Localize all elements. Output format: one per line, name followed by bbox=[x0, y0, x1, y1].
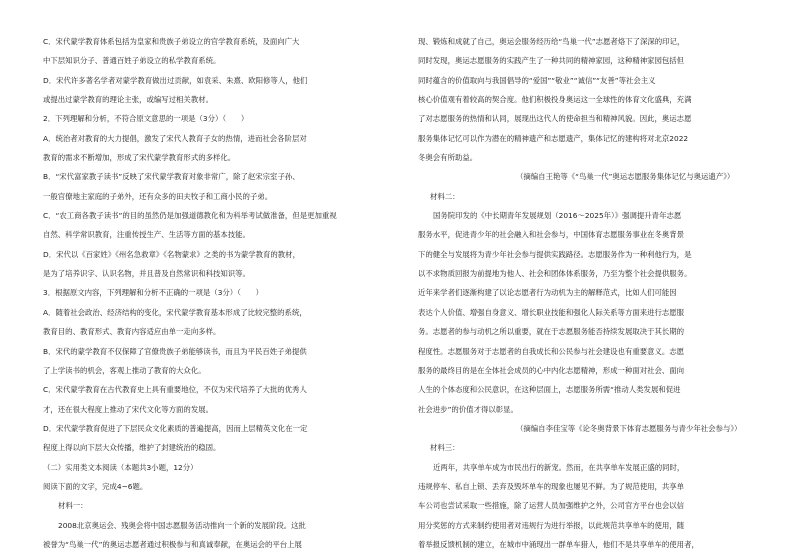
left-column-line: 教育目的、教育形式、教育内容适应由单一走向多样。 bbox=[43, 327, 221, 337]
left-column-line: D．宋代以《百家姓》《州名急救章》《名物蒙求》之类的书为蒙学教育的教材， bbox=[43, 249, 300, 259]
left-column-line: （二）实用类文本阅读（本题共3小题，12分） bbox=[43, 462, 198, 472]
right-column-line: （摘编自李佳宝等《论冬奥背景下体育志愿服务与青少年社会参与》） bbox=[516, 423, 742, 433]
left-column-line: 或提出过蒙学教育的理论主张，或编写过相关教材。 bbox=[43, 95, 213, 105]
left-column-line: D．宋代许多著名学者对蒙学教育做出过贡献，如袁采、朱熹、欧阳修等人，他们 bbox=[43, 75, 308, 85]
right-column-line: 现、锻炼和成就了自己，奥运会服务经历给“鸟巢一代”志愿者烙下了深深的印记， bbox=[418, 37, 685, 46]
left-column-line: A．统治者对教育的大力提倡，激发了宋代人教育子女的热情，进而社会各阶层对 bbox=[43, 133, 307, 143]
right-column bbox=[418, 32, 758, 554]
right-column-line: （摘编自王艳等《“鸟巢一代”奥运志愿服务集体记忆与奥运遗产》） bbox=[516, 172, 735, 182]
right-column-line: 服务水平，促进青少年的社会融入和社会参与，中国体育志愿服务事业在冬奥背景 bbox=[418, 230, 685, 240]
left-column-line: 2008北京奥运会、残奥会将中国志愿服务活动推向一个新的发展阶段。这批 bbox=[58, 520, 306, 530]
right-column-line: 材料二： bbox=[430, 191, 460, 201]
right-column-line: 核心价值观有着较高的契合度。他们积极投身奥运这一全球性的体育文化盛典，充满 bbox=[418, 95, 692, 105]
right-column-line: 同时发现，奥运志愿服务的实践产生了一种共同的精神家园，这种精神家园包括但 bbox=[418, 56, 685, 66]
left-column-line: C．宋代蒙学教育体系包括为皇家和贵族子弟设立的官学教育系统，及面向广大 bbox=[43, 37, 300, 46]
left-column-line: 自然、科学常识教育，注重传授生产、生活等方面的基本技能。 bbox=[43, 230, 250, 240]
right-column-line: 车公司也尝试采取一些措施，除了运营人员加强维护之外，公司官方平台也会以信 bbox=[418, 501, 685, 511]
left-column-line: 教育的需求不断增加，形成了宋代蒙学教育形式的多样化。 bbox=[43, 153, 236, 163]
right-column-line: 务。志愿者的参与动机之所以重要，就在于志愿服务能否持续发展取决于其长期的 bbox=[418, 327, 685, 337]
right-column-line: 用分奖惩的方式来制约使用者对违规行为进行举报，以此规范共享单车的使用，随 bbox=[418, 520, 685, 530]
left-column-line: 材料一： bbox=[58, 501, 88, 511]
left-column-line: B．“宋代富家教子读书”反映了宋代蒙学教育对象非常广，除了赵宋宗室子孙、 bbox=[43, 172, 300, 182]
left-column-line: 被誉为“鸟巢一代”的奥运志愿者通过积极参与和真诚奉献，在奥运会的平台上展 bbox=[43, 539, 302, 549]
right-column-line: 下的健全与发展将为青少年社会参与提供实践路径。志愿服务作为一种利他行为，是 bbox=[418, 249, 692, 259]
right-column-line: 以不求物质回报为前提地为他人、社会和团体体系服务，乃至为整个社会提供服务。 bbox=[418, 269, 692, 279]
right-column-line: 同时蕴含的价值取向与我国倡导的“爱国”“敬业”“诚信”“友善”等社会主义 bbox=[418, 75, 656, 85]
right-column-line: 着举报反馈机制的建立，在城市中涌现出一群单车猎人，他们不是共享单车的使用者， bbox=[418, 539, 699, 549]
left-column-line: C．“农工商各教子读书”的目的虽然仍是加强道德教化和为科举考试做准备，但是更加重视 bbox=[43, 211, 337, 221]
left-column-line: A．随着社会政治、经济结构的变化，宋代蒙学教育基本形成了比较完整的系统， bbox=[43, 307, 307, 317]
right-column-line: 国务院印发的《中长期青年发展规划（2016～2025年）》强调提升青年志愿 bbox=[433, 211, 682, 221]
right-column-line: 服务的最终目的是在全体社会成员的心中内化志愿精神，形成一种面对社会、面向 bbox=[418, 365, 685, 375]
right-column-line: 社会进步”的价值才得以彰显。 bbox=[418, 404, 518, 414]
left-column-line: 才，还在很大程度上推动了宋代文化等方面的发展。 bbox=[43, 404, 213, 414]
left-column-line: 了上学读书的机会，客观上推动了教育的大众化。 bbox=[43, 365, 206, 375]
left-column-line: D．宋代蒙学教育促进了下层民众文化素质的普遍提高，因而上层精英文化在一定 bbox=[43, 423, 308, 433]
left-column-line: 一般官僚地主家庭的子弟外，还有众多的田夫牧子和工商小民的子弟。 bbox=[43, 191, 273, 201]
right-column-line: 表达个人价值、增强自身意义、增长职业技能和强化人际关系等方面来进行志愿服 bbox=[418, 307, 685, 317]
right-column-line: 人生的个体态度和公民意识，在这种层面上，志愿服务所需“推动人类发展和促进 bbox=[418, 385, 681, 395]
right-column-line: 近年来学者们逐渐构建了以论志愿者行为动机为主的解释范式，比如人们可能因 bbox=[418, 288, 677, 298]
right-column-line: 服务集体记忆可以作为潜在的精神遗产和志愿遗产，集体记忆的建构将对北京2022 bbox=[418, 133, 689, 143]
left-column-line: C．宋代蒙学教育在古代教育史上具有重要地位，不仅为宋代培养了大批的优秀人 bbox=[43, 385, 307, 395]
left-column-line: 程度上得以向下层大众传播，维护了封建统治的稳固。 bbox=[43, 443, 221, 453]
left-column bbox=[43, 32, 383, 554]
right-column-line: 违规停车、私自上锁、丢弃及毁坏单车的现象也屡见不鲜。为了规范使用，共享单 bbox=[418, 481, 685, 491]
right-column-line: 材料三： bbox=[430, 443, 460, 453]
left-column-line: 2．下列理解和分析，不符合原文意思的一项是（3分）（ ） bbox=[43, 114, 249, 124]
right-column-line: 近两年，共享单车成为市民出行的新宠。然而，在共享单车发展正盛的同时， bbox=[433, 462, 685, 472]
right-column-line: 程度性。志愿服务对于志愿者的自我成长和公民参与社会建设也有重要意义。志愿 bbox=[418, 346, 685, 356]
right-column-line: 了对志愿服务的热情和认同，展现出这代人的使命担当和精神风貌。因此，奥运志愿 bbox=[418, 114, 692, 124]
left-column-line: B．宋代的蒙学教育不仅保障了官僚贵族子弟能够读书，而且为平民百姓子弟提供 bbox=[43, 346, 307, 356]
left-column-line: 中下层知识分子、普通百姓子弟设立的私学教育系统。 bbox=[43, 56, 221, 66]
left-column-line: 是为了培养识字、认识名物，并且普及自然常识和科技知识等。 bbox=[43, 269, 250, 279]
left-column-line: 阅读下面的文字，完成4~6题。 bbox=[43, 481, 148, 491]
left-column-line: 3．根据原文内容，下列理解和分析不正确的一项是（3分）（ ） bbox=[43, 288, 264, 298]
right-column-line: 冬奥会有所助益。 bbox=[418, 153, 478, 163]
